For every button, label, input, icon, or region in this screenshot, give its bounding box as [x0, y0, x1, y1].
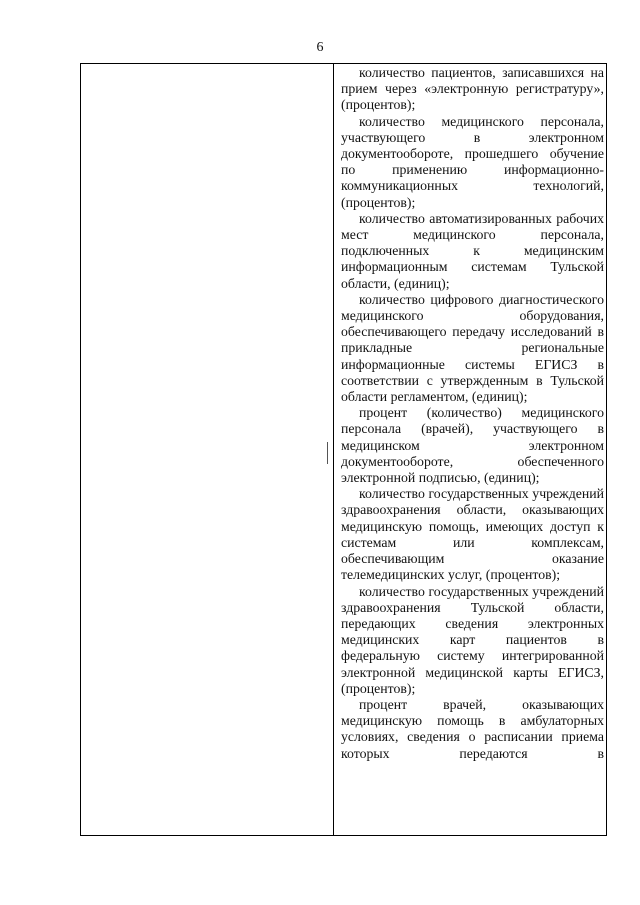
document-table [80, 63, 607, 836]
scan-mark [327, 442, 328, 464]
indicator-paragraph: количество государственных учреждений здравоохранения области, оказывающих медицинскую помощь, имеющих доступ к системам или комплексам, обеспечивающим оказание телемедицинских услуг, (процентов); [341, 486, 604, 583]
page-number: 6 [316, 40, 324, 55]
indicator-paragraph: количество пациентов, записавшихся на прием через «электронную регистратуру», (процентов); [341, 65, 604, 113]
indicator-paragraph: количество цифрового диагностического медицинского оборудования, обеспечивающего передачу исследований в прикладные региональные информационные системы ЕГИСЗ в соответствии с утвержденным в Тульской области регламентом, (единиц); [341, 291, 604, 405]
indicator-paragraph: количество автоматизированных рабочих мест медицинского персонала, подключенных к медицинским информационным системам Тульской области, (единиц); [341, 210, 604, 291]
column-divider [333, 64, 334, 835]
indicator-paragraph: количество медицинского персонала, участвующего в электронном документообороте, прошедшего обучение по применению информационно-коммуникационных технологий, (процентов); [341, 113, 604, 210]
indicator-paragraph: количество государственных учреждений здравоохранения Тульской области, передающих сведения электронных медицинских карт пациентов в федеральную систему интегрированной электронной медицинской карты ЕГИСЗ, (процентов); [341, 583, 604, 696]
indicator-paragraph: процент врачей, оказывающих медицинскую помощь в амбулаторных условиях, сведения о расписании приема которых передаются в [341, 696, 604, 761]
indicator-paragraph: процент (количество) медицинского персонала (врачей), участвующего в медицинском электронном документообороте, обеспеченного электронной подписью, (единиц); [341, 405, 604, 486]
indicator-list [341, 65, 604, 762]
